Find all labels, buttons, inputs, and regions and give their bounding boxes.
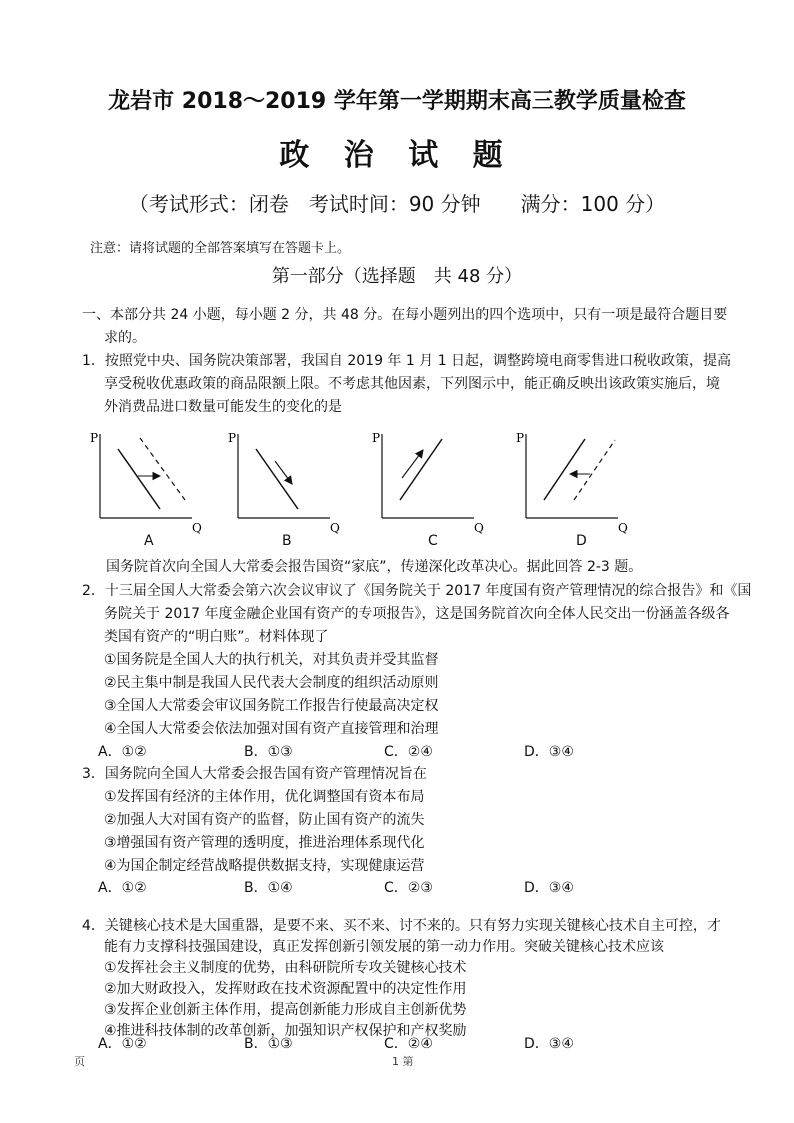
q3-item-4: ④为国企制定经营战略提供数据支持，实现健康运营 — [104, 858, 425, 874]
exam-note: 注意：请将试题的全部答案填写在答题卡上。 — [90, 241, 351, 256]
graph-b — [228, 431, 340, 535]
subject-title: 政 治 试 题 — [279, 138, 515, 173]
q3-option-a: A．①② — [98, 880, 147, 896]
q4-item-4: ④推进科技体制的改革创新，加强知识产权保护和产权奖励 — [104, 1023, 467, 1039]
graph-c-arrow — [402, 450, 423, 478]
q3-item-1: ①发挥国有经济的主体作用，优化调整国有资本布局 — [104, 789, 425, 805]
q2-option-c: C．②④ — [384, 744, 433, 760]
instructions-line-1: 一、本部分共 24 小题，每小题 2 分，共 48 分。在每小题列出的四个选项中，只有一项是最符合题目要 — [82, 307, 728, 323]
graph-d-p-label: P — [516, 431, 525, 445]
q2-item-1: ①国务院是全国人大的执行机关，对其负责并受其监督 — [104, 652, 439, 668]
q2-line-2: 务院关于 2017 年度金融企业国有资产的专项报告》，这是国务院首次向全体人民交出一份涵盖各级各 — [104, 606, 730, 622]
q2-option-d: D．③④ — [524, 744, 574, 760]
footer-left: 页 — [74, 1055, 85, 1068]
graph-c-label: C — [428, 533, 438, 549]
q4-option-c: C．②④ — [384, 1036, 433, 1052]
graph-b-label: B — [282, 533, 292, 549]
q4-option-b: B．①③ — [244, 1036, 293, 1052]
q4-line-1: 4．关键核心技术是大国重器，是要不来、买不来、讨不来的。只有努力实现关键核心技术自主可控，才 — [82, 918, 721, 934]
instructions-line-2: 求的。 — [104, 330, 146, 346]
q4-line-2: 能有力支撑科技强国建设，真正发挥创新引领发展的第一动力作用。突破关键核心技术应该 — [104, 939, 664, 955]
graph-d-q-label: Q — [618, 521, 628, 535]
q2-option-a: A．①② — [98, 744, 147, 760]
footer-page-number: 1 第 — [392, 1055, 414, 1068]
q4-option-d: D．③④ — [524, 1036, 574, 1052]
graph-d-label: D — [576, 533, 587, 549]
q2-item-2: ②民主集中制是我国人民代表大会制度的组织活动原则 — [104, 675, 439, 691]
graph-d — [516, 431, 628, 535]
q2-item-3: ③全国人大常委会审议国务院工作报告行使最高决定权 — [104, 698, 439, 714]
q2-option-b: B．①③ — [244, 744, 293, 760]
exam-info: （考试形式：闭卷 考试时间：90 分钟 满分：100 分） — [128, 192, 666, 216]
q1-graphs — [80, 424, 640, 554]
graph-d-shifted-curve — [574, 440, 615, 500]
q4-item-2: ②加大财政投入，发挥财政在技术资源配置中的决定性作用 — [104, 981, 467, 997]
part-heading: 第一部分（选择题 共 48 分） — [271, 266, 523, 287]
graph-a-q-label: Q — [192, 521, 202, 535]
q2-line-1: 2．十三届全国人大常委会第六次会议审议了《国务院关于 2017 年度国有资产管理情况的综合报告》和《国 — [82, 583, 752, 599]
graph-a-p-label: P — [90, 431, 99, 445]
q3-option-c: C．②③ — [384, 880, 433, 896]
intro-2-3: 国务院首次向全国人大常委会报告国资“家底”，传递深化改革决心。据此回答 2-3 题。 — [106, 559, 643, 575]
graph-b-curve — [256, 449, 298, 509]
graph-c-p-label: P — [372, 431, 381, 445]
q3-item-2: ②加强人大对国有资产的监督，防止国有资产的流失 — [104, 812, 425, 828]
graph-b-q-label: Q — [330, 521, 340, 535]
q2-line-3: 类国有资产的“明白账”。材料体现了 — [104, 629, 329, 645]
q1-line-1: 1．按照党中央、国务院决策部署，我国自 2019 年 1 月 1 日起，调整跨境电商零售进口税收政策，提高 — [82, 353, 732, 369]
q3-option-b: B．①④ — [244, 880, 293, 896]
q1-line-2: 享受税收优惠政策的商品限额上限。不考虑其他因素，下列图示中，能正确反映出该政策实施后，境 — [104, 376, 720, 392]
graph-d-curve — [544, 439, 585, 500]
graph-c-curve — [400, 439, 442, 500]
graph-b-p-label: P — [228, 431, 237, 445]
q4-item-1: ①发挥社会主义制度的优势，由科研院所专攻关键核心技术 — [104, 960, 467, 976]
q4-item-3: ③发挥企业创新主体作用，提高创新能力形成自主创新优势 — [104, 1002, 467, 1018]
q2-item-4: ④全国人大常委会依法加强对国有资产直接管理和治理 — [104, 721, 439, 737]
graph-a-label: A — [144, 533, 154, 549]
q3-item-3: ③增强国有资产管理的透明度，推进治理体系现代化 — [104, 835, 425, 851]
graph-c-q-label: Q — [474, 521, 484, 535]
exam-title: 龙岩市 2018～2019 学年第一学期期末高三教学质量检查 — [108, 89, 686, 114]
graph-a — [90, 431, 202, 535]
graph-a-curve — [118, 449, 160, 509]
graph-c — [372, 431, 484, 535]
q1-line-3: 外消费品进口数量可能发生的变化的是 — [104, 399, 342, 415]
q3-option-d: D．③④ — [524, 880, 574, 896]
q3-line-1: 3．国务院向全国人大常委会报告国有资产管理情况旨在 — [82, 766, 427, 782]
q4-option-a: A．①② — [98, 1036, 147, 1052]
